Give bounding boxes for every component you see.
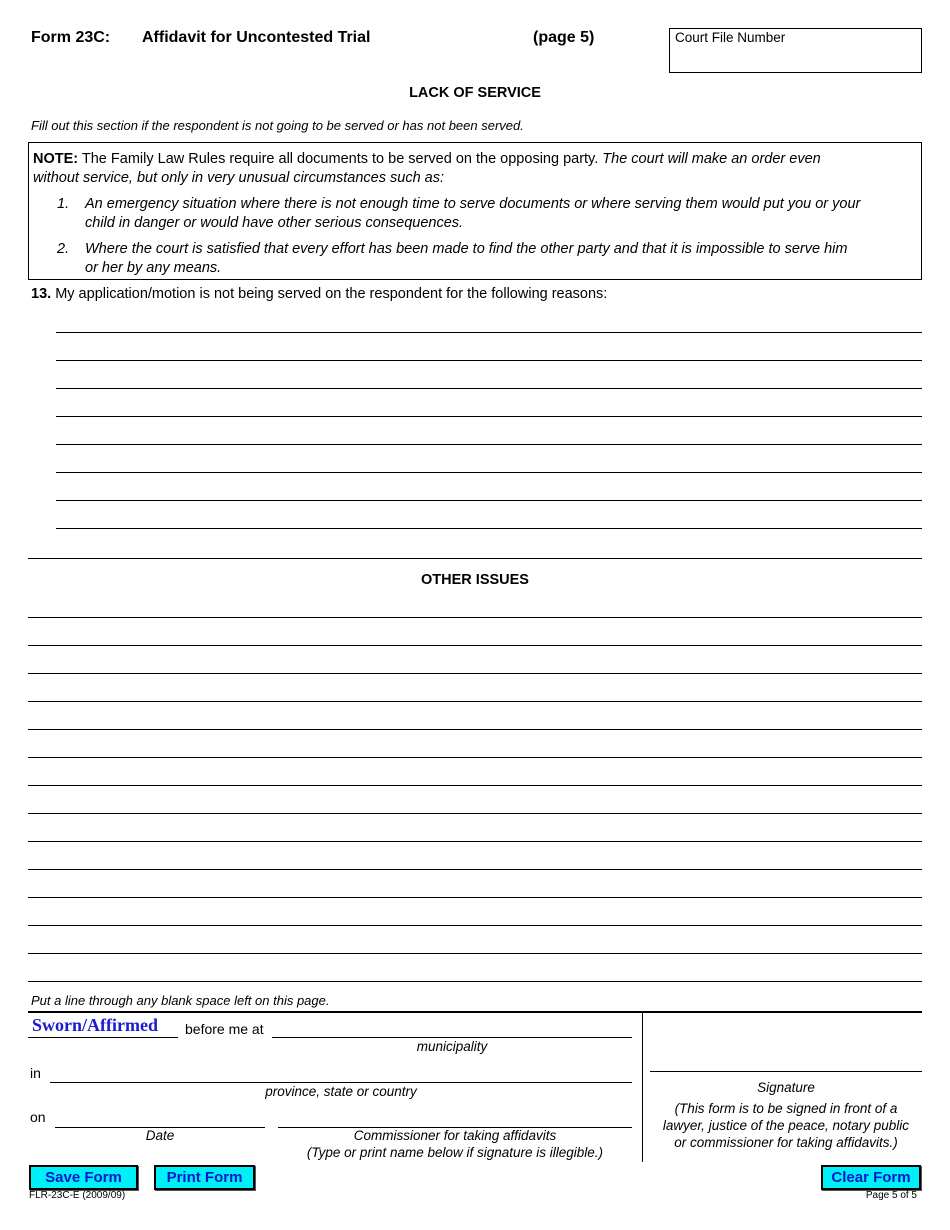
blank-space-note: Put a line through any blank space left on this page. xyxy=(31,993,330,1008)
other-issues-line[interactable] xyxy=(28,673,922,674)
municipality-field[interactable] xyxy=(272,1037,632,1038)
on-label: on xyxy=(30,1109,46,1125)
signature-field[interactable] xyxy=(650,1071,922,1072)
reasons-line[interactable] xyxy=(56,528,922,529)
other-issues-line[interactable] xyxy=(28,617,922,618)
other-issues-line[interactable] xyxy=(28,757,922,758)
reasons-line[interactable] xyxy=(56,416,922,417)
save-form-button[interactable]: Save Form xyxy=(29,1165,138,1190)
form-number: Form 23C: xyxy=(31,29,111,46)
reasons-line[interactable] xyxy=(56,332,922,333)
note-item-number: 2. xyxy=(57,241,70,257)
signature-label: Signature xyxy=(757,1080,815,1095)
note-box xyxy=(28,142,922,280)
court-file-number-label: Court File Number xyxy=(675,30,786,45)
other-issues-line[interactable] xyxy=(28,841,922,842)
form-code: FLR-23C-E (2009/09) xyxy=(29,1190,126,1201)
reasons-line[interactable] xyxy=(56,360,922,361)
signature-note-line: or commissioner for taking affidavits.) xyxy=(674,1135,898,1150)
reasons-line[interactable] xyxy=(56,444,922,445)
jurat-top-rule xyxy=(28,1011,922,1013)
page-count: Page 5 of 5 xyxy=(865,1190,917,1201)
signature-note-line: lawyer, justice of the peace, notary public xyxy=(662,1118,910,1133)
other-issues-line[interactable] xyxy=(28,701,922,702)
note-item-line: An emergency situation where there is not enough time to serve documents or where serving them would put you or your xyxy=(85,196,861,212)
other-issues-line[interactable] xyxy=(28,645,922,646)
municipality-label: municipality xyxy=(416,1039,488,1054)
note-label: NOTE: xyxy=(33,151,79,167)
note-item-line: child in danger or would have other serious consequences. xyxy=(85,215,464,231)
commissioner-note: (Type or print name below if signature is illegible.) xyxy=(306,1145,604,1160)
form-title: Affidavit for Uncontested Trial xyxy=(142,29,371,46)
other-issues-line[interactable] xyxy=(28,869,922,870)
question-13 xyxy=(31,286,607,302)
lack-of-service-instruction: Fill out this section if the respondent is not going to be served or has not been served. xyxy=(31,118,524,133)
note-text: The Family Law Rules require all documents to be served on the opposing party. xyxy=(81,151,599,167)
section-divider xyxy=(28,558,922,559)
sworn-affirmed-field[interactable]: Sworn/Affirmed xyxy=(32,1015,158,1035)
page-label: (page 5) xyxy=(533,29,595,46)
other-issues-line[interactable] xyxy=(28,785,922,786)
other-issues-line[interactable] xyxy=(28,729,922,730)
note-item-line: or her by any means. xyxy=(85,260,222,276)
province-label: province, state or country xyxy=(265,1084,417,1099)
before-me-at-label: before me at xyxy=(185,1021,264,1037)
reasons-line[interactable] xyxy=(56,388,922,389)
court-file-number-field[interactable] xyxy=(669,28,922,73)
other-issues-title: OTHER ISSUES xyxy=(421,572,529,588)
other-issues-line[interactable] xyxy=(28,925,922,926)
signature-note-line: (This form is to be signed in front of a xyxy=(674,1101,898,1116)
other-issues-line[interactable] xyxy=(28,981,922,982)
note-item-number: 1. xyxy=(57,196,70,212)
clear-form-button[interactable]: Clear Form xyxy=(821,1165,921,1190)
other-issues-line[interactable] xyxy=(28,953,922,954)
jurat-divider xyxy=(642,1012,643,1162)
question-13-text: My application/motion is not being served on the respondent for the following reasons: xyxy=(55,286,608,302)
lack-of-service-title: LACK OF SERVICE xyxy=(409,85,541,101)
reasons-line[interactable] xyxy=(56,500,922,501)
other-issues-line[interactable] xyxy=(28,897,922,898)
question-13-number: 13. xyxy=(31,286,52,302)
in-label: in xyxy=(30,1065,41,1081)
sworn-line xyxy=(28,1037,178,1038)
province-field[interactable] xyxy=(50,1082,632,1083)
note-item-line: Where the court is satisfied that every effort has been made to find the other party and that it is impossible to serve him xyxy=(85,241,848,257)
other-issues-line[interactable] xyxy=(28,813,922,814)
reasons-line[interactable] xyxy=(56,472,922,473)
commissioner-label: Commissioner for taking affidavits xyxy=(353,1128,557,1143)
note-text-italic-cont: without service, but only in very unusual circumstances such as: xyxy=(33,170,445,186)
date-label: Date xyxy=(145,1128,175,1143)
print-form-button[interactable]: Print Form xyxy=(154,1165,255,1190)
note-text-italic: The court will make an order even xyxy=(602,151,821,167)
